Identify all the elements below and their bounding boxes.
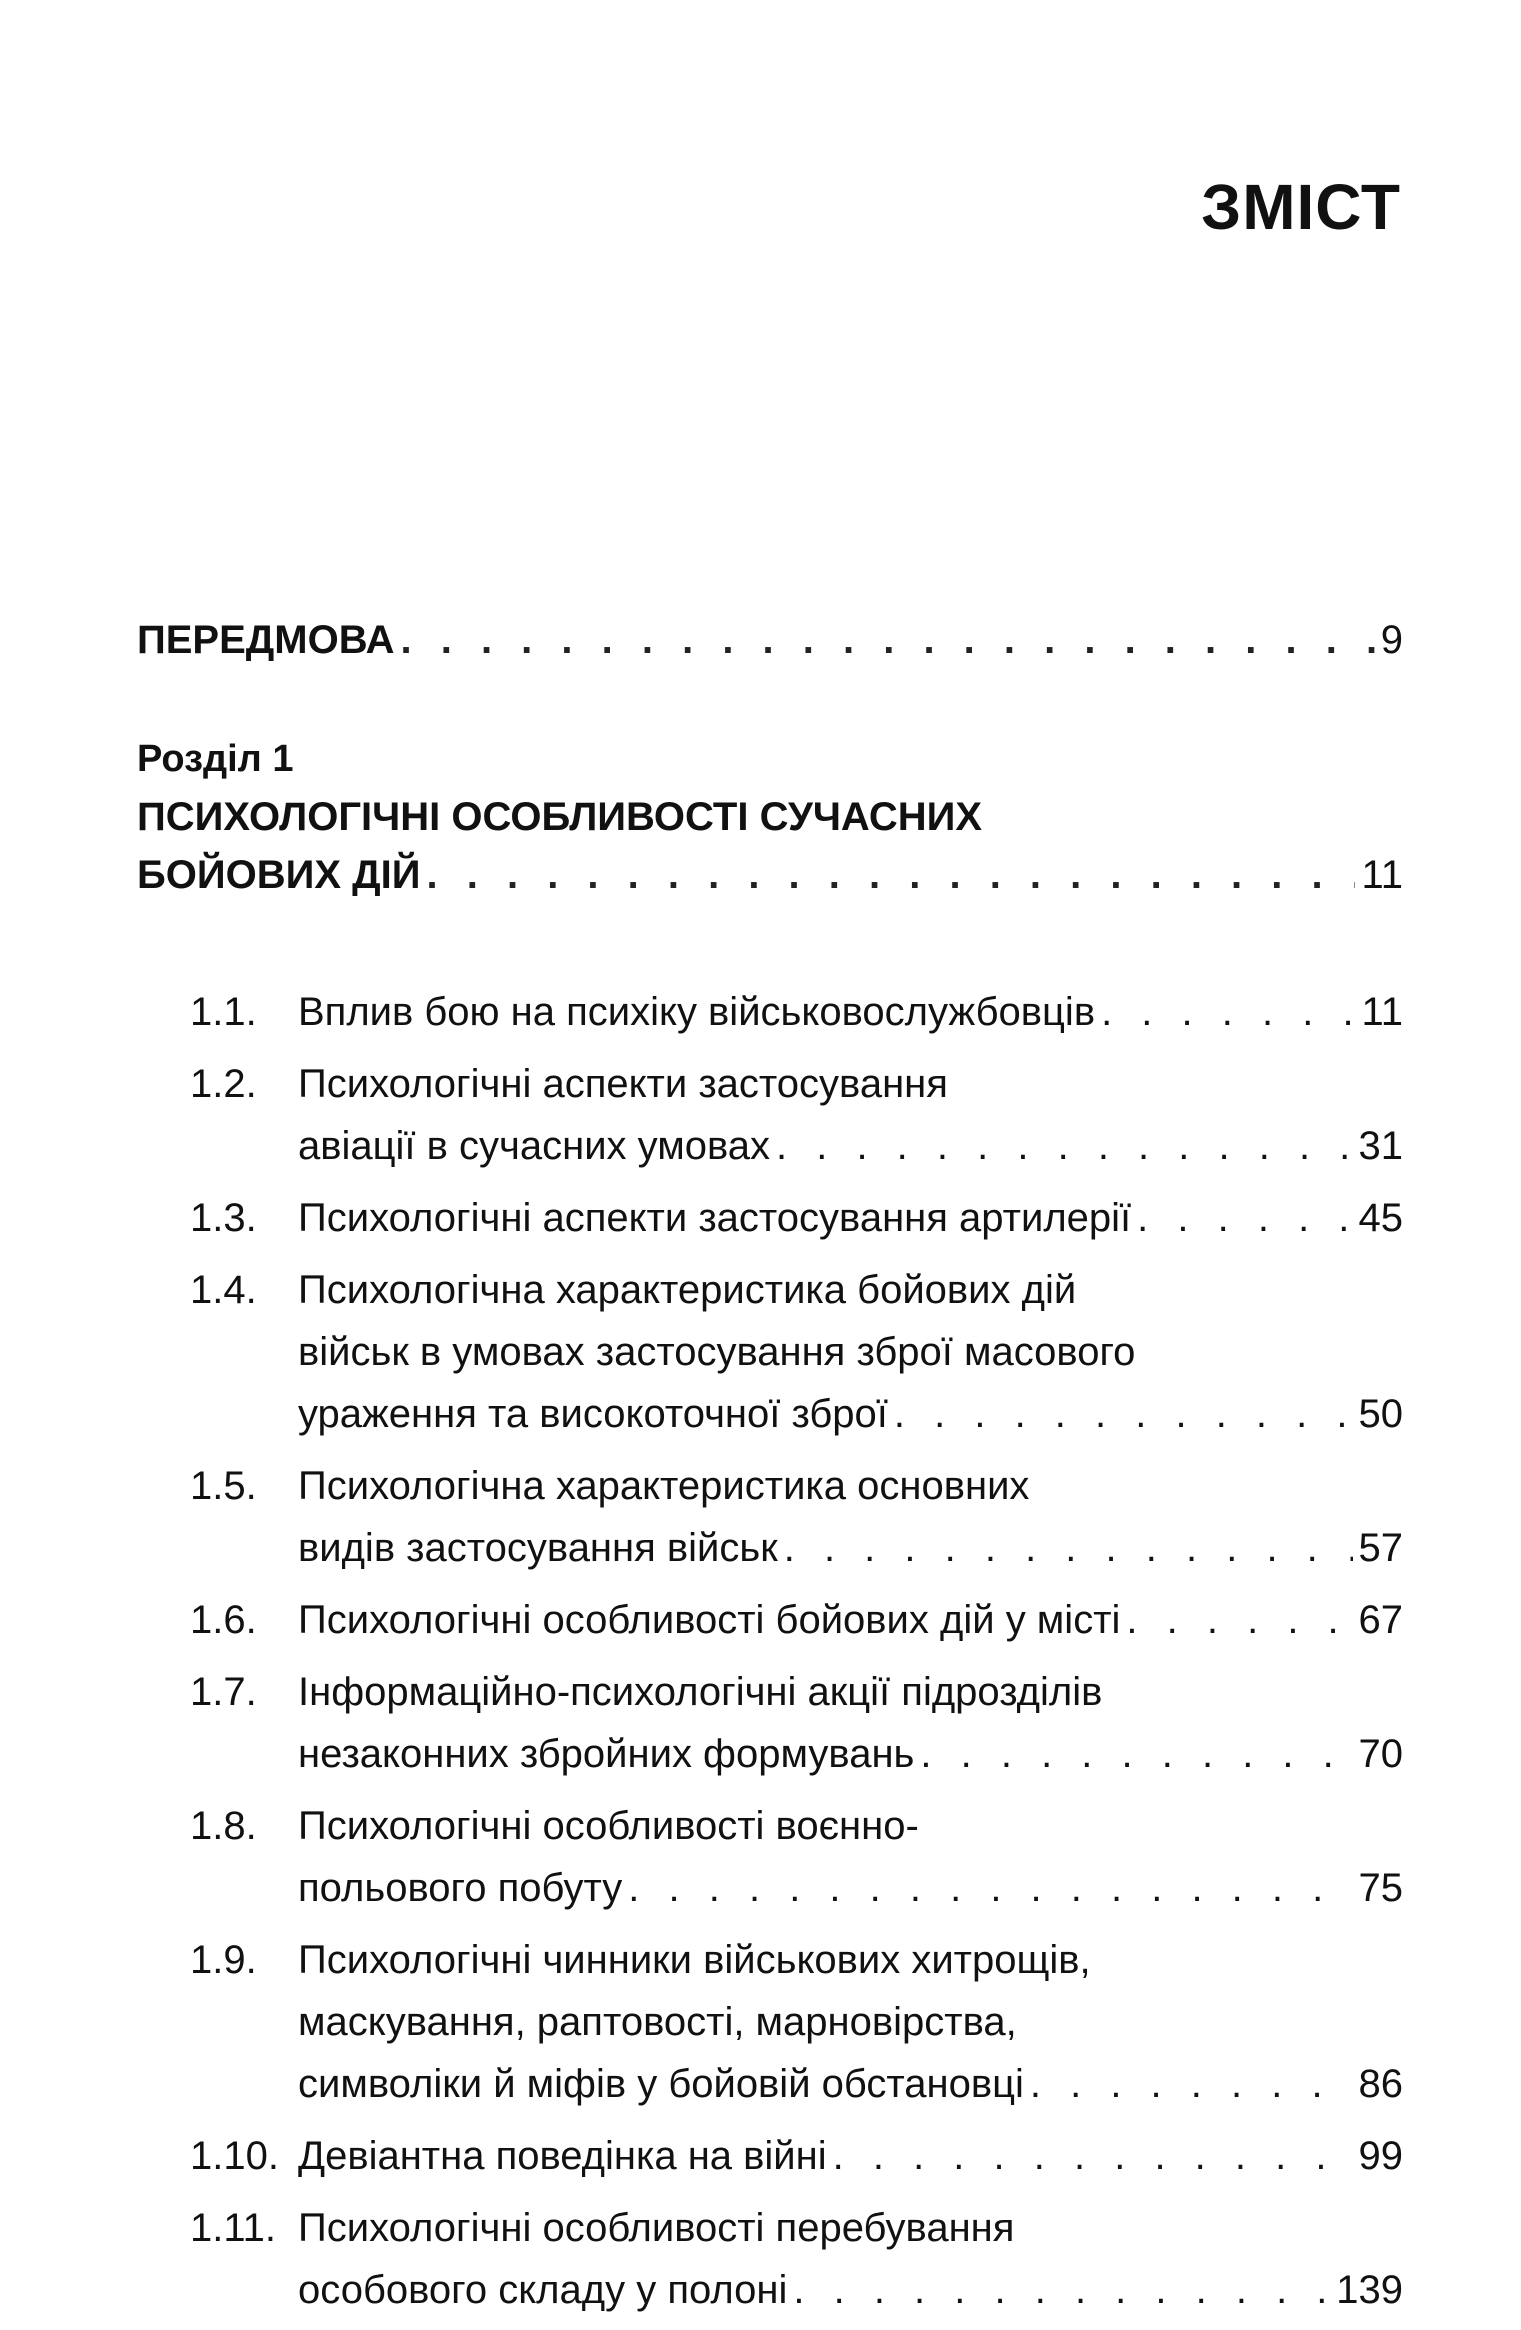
- toc-entry-number: 1.7.: [190, 1670, 257, 1714]
- toc-entry[interactable]: [190, 1804, 1403, 1928]
- toc-entry-number: 1.4.: [190, 1268, 257, 1312]
- toc-entry[interactable]: [190, 2134, 1403, 2196]
- toc-entry-line: Психологічні чинники військових хитрощів,: [298, 1938, 1091, 1982]
- toc-entry-line: [298, 1866, 1403, 1911]
- toc-entry-number: 1.11.: [190, 2206, 276, 2250]
- dot-leader: [776, 1124, 1353, 1169]
- dot-leader: [920, 1732, 1352, 1777]
- toc-entry-text: Вплив бою на психіку військовослужбовців: [298, 990, 1096, 1034]
- toc-page-number: 75: [1358, 1866, 1403, 1910]
- toc-entry[interactable]: [190, 1268, 1403, 1454]
- toc-entry-number: 1.3.: [190, 1196, 257, 1240]
- toc-entry-text: незаконних збройних формувань: [298, 1732, 915, 1776]
- toc-entry-line: [298, 2268, 1403, 2313]
- toc-entry-text: польового побуту: [298, 1866, 623, 1910]
- toc-entry-line: військ в умовах застосування зброї масового: [298, 1330, 1136, 1374]
- toc-entry-text: авіації в сучасних умовах: [298, 1124, 770, 1168]
- dot-leader: [1030, 2062, 1353, 2107]
- toc-page-number: 57: [1358, 1526, 1403, 1570]
- toc-entry-text: Психологічні аспекти застосування артилерії: [298, 1196, 1132, 1240]
- dot-leader: [1126, 1598, 1352, 1643]
- toc-entry-number: 1.5.: [190, 1464, 257, 1508]
- toc-entry[interactable]: [190, 1938, 1403, 2124]
- toc-entry[interactable]: [190, 1464, 1403, 1588]
- toc-entry-text: ураження та високоточної зброї: [298, 1392, 888, 1436]
- toc-page-number: 67: [1358, 1598, 1403, 1642]
- toc-entry-line: [298, 1124, 1403, 1169]
- toc-entry-line: Психологічна характеристика основних: [298, 1464, 1030, 1508]
- page-title: ЗМІСТ: [1201, 171, 1401, 243]
- toc-entry-line: [298, 1598, 1403, 1643]
- toc-preface[interactable]: [137, 618, 1403, 663]
- toc-entry-line: [298, 1526, 1403, 1571]
- toc-entry-line: [298, 1732, 1403, 1777]
- toc-entry[interactable]: [190, 1062, 1403, 1186]
- toc-page-number: 99: [1358, 2134, 1403, 2178]
- toc-page-number: 11: [1361, 853, 1403, 897]
- toc-entry-line: [298, 1392, 1403, 1437]
- toc-entry[interactable]: [190, 1670, 1403, 1794]
- dot-leader: [427, 853, 1356, 898]
- toc-entry-text: особового складу у полоні: [298, 2268, 788, 2312]
- toc-entry-line: [298, 1196, 1403, 1241]
- toc-entry-number: 1.9.: [190, 1938, 257, 1982]
- toc-entry-number: 1.2.: [190, 1062, 257, 1106]
- dot-leader: [833, 2134, 1353, 2179]
- toc-entry-text: Психологічні особливості бойових дій у місті: [298, 1598, 1121, 1642]
- toc-entry-text: видів застосування військ: [298, 1526, 778, 1570]
- chapter-section-label: Розділ 1: [137, 738, 294, 780]
- toc-entry-line: [298, 2134, 1403, 2179]
- toc-entry[interactable]: [190, 2206, 1403, 2330]
- toc-entry-number: 1.10.: [190, 2134, 279, 2178]
- dot-leader: [1101, 990, 1355, 1035]
- toc-entry-line: Психологічні особливості перебування: [298, 2206, 1015, 2250]
- dot-leader: [784, 1526, 1353, 1571]
- toc-entry-number: 1.6.: [190, 1598, 257, 1642]
- toc-entry-line: [298, 990, 1403, 1035]
- chapter-title-line2: БОЙОВИХ ДІЙ: [137, 853, 421, 897]
- toc-entry-text: Девіантна поведінка на війні: [298, 2134, 827, 2178]
- toc-preface-label: ПЕРЕДМОВА: [137, 618, 395, 662]
- chapter-title-line1: ПСИХОЛОГІЧНІ ОСОБЛИВОСТІ СУЧАСНИХ: [137, 795, 983, 839]
- toc-page-number: 70: [1358, 1732, 1403, 1776]
- toc-entry-line: маскування, раптовості, марновірства,: [298, 2000, 1017, 2044]
- toc-entry-line: [298, 2062, 1403, 2107]
- dot-leader: [1137, 1196, 1352, 1241]
- toc-entry-text: символіки й міфів у бойовій обстановці: [298, 2062, 1024, 2106]
- toc-page-number: 50: [1358, 1392, 1403, 1436]
- toc-entry-line: Психологічні аспекти застосування: [298, 1062, 948, 1106]
- toc-chapter[interactable]: [137, 853, 1403, 898]
- toc-page-number: 139: [1336, 2268, 1403, 2312]
- toc-page-number: 45: [1358, 1196, 1403, 1240]
- toc-page-number: 9: [1380, 618, 1403, 662]
- toc-entry[interactable]: [190, 1196, 1403, 1258]
- toc-entry-line: Інформаційно-психологічні акції підрозділів: [298, 1670, 1103, 1714]
- toc-entry-number: 1.8.: [190, 1804, 257, 1848]
- toc-entry-number: 1.1.: [190, 990, 257, 1034]
- dot-leader: [628, 1866, 1352, 1911]
- toc-page-number: 86: [1358, 2062, 1403, 2106]
- dot-leader: [793, 2268, 1330, 2313]
- dot-leader: [894, 1392, 1353, 1437]
- toc-entry-line: Психологічна характеристика бойових дій: [298, 1268, 1077, 1312]
- toc-entry-line: Психологічні особливості воєнно-: [298, 1804, 919, 1848]
- toc-entry[interactable]: [190, 1598, 1403, 1660]
- toc-page-number: 31: [1358, 1124, 1403, 1168]
- toc-entry[interactable]: [190, 990, 1403, 1052]
- toc-page-number: 11: [1361, 990, 1403, 1034]
- dot-leader: [401, 618, 1375, 663]
